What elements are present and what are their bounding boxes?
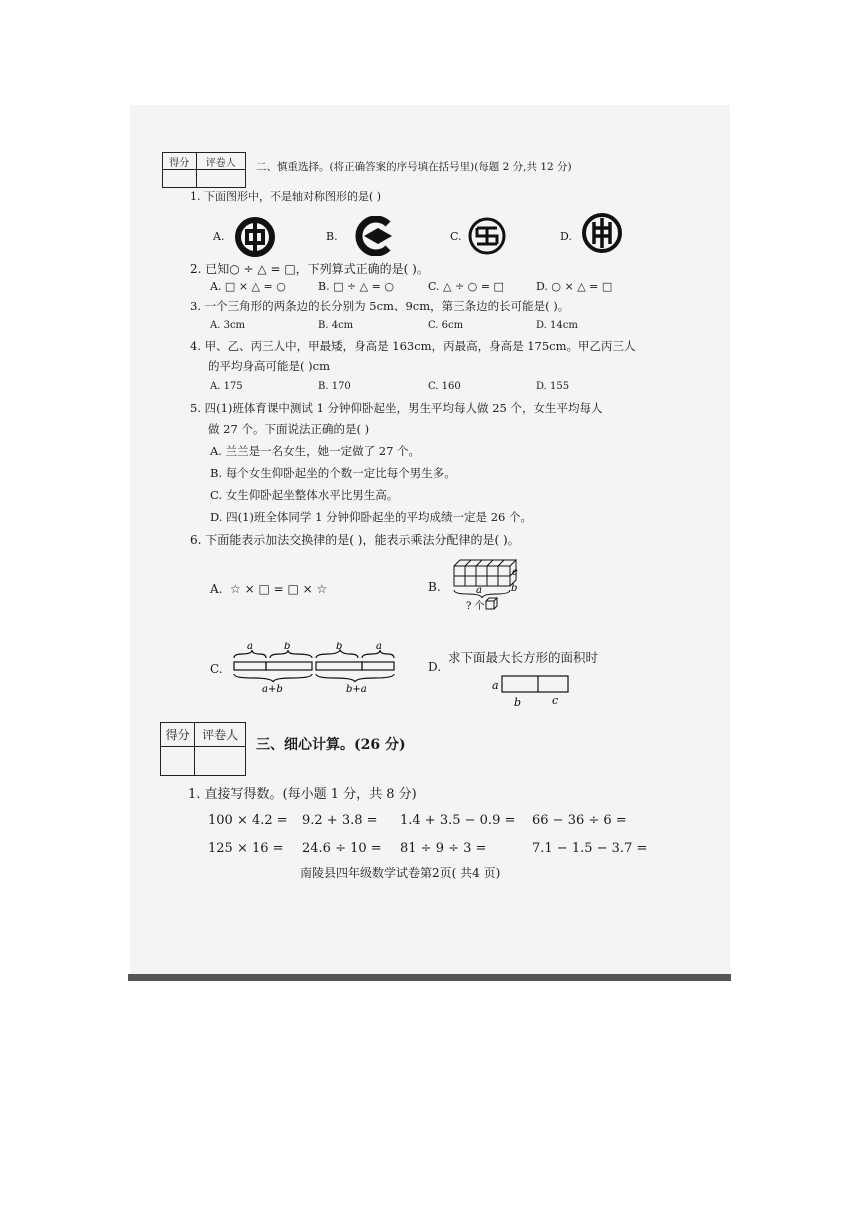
calc-item: 66 − 36 ÷ 6 = xyxy=(532,813,627,828)
q5-option-a: A. 兰兰是一名女生，她一定做了 27 个。 xyxy=(210,444,421,458)
q2-option-b: B. □ ÷ △ = ○ xyxy=(318,280,394,293)
q5-option-d: D. 四(1)班全体同学 1 分钟仰卧起坐的平均成绩一定是 26 个。 xyxy=(210,510,532,524)
rectangle-area-figure xyxy=(490,672,574,712)
q2-option-d: D. ○ × △ = □ xyxy=(536,280,613,293)
score-cell[interactable] xyxy=(161,747,195,776)
q5-option-c: C. 女生仰卧起坐整体水平比男生高。 xyxy=(210,488,399,502)
q2-option-a: A. □ × △ = ○ xyxy=(210,280,286,293)
q6-option-a-label: A. xyxy=(210,582,223,596)
q4-option-a: A. 175 xyxy=(210,381,243,392)
calc-item: 9.2 + 3.8 = xyxy=(302,813,378,828)
calc-item: 81 ÷ 9 ÷ 3 = xyxy=(400,841,487,856)
question-2: 2. 已知○ ÷ △ = □，下列算式正确的是( )。 xyxy=(190,262,429,276)
option-b: B. xyxy=(326,230,338,243)
page-divider xyxy=(128,974,731,981)
q3-option-c: C. 6cm xyxy=(428,320,464,331)
q4-option-c: C. 160 xyxy=(428,381,461,392)
q6-option-d-text: 求下面最大长方形的面积时 xyxy=(448,650,599,665)
agricultural-bank-logo-icon xyxy=(580,212,624,254)
var-b: b xyxy=(514,696,522,709)
score-cell[interactable] xyxy=(163,170,197,188)
var-b: b xyxy=(284,642,291,652)
sum-b-plus-a: b+a xyxy=(346,684,367,695)
cube-array-figure xyxy=(448,556,528,616)
question-4-line1: 4. 甲、乙、丙三人中，甲最矮，身高是 163cm，丙最高，身高是 175cm。甲乙丙三人 xyxy=(190,339,636,353)
question-6: 6. 下面能表示加法交换律的是( )，能表示乘法分配律的是( )。 xyxy=(190,533,520,547)
q5-option-b: B. 每个女生仰卧起坐的个数一定比每个男生多。 xyxy=(210,466,456,480)
segment-sum-figure xyxy=(230,642,400,696)
calc-item: 100 × 4.2 = xyxy=(208,813,288,828)
q3-option-d: D. 14cm xyxy=(536,320,578,331)
bank-of-china-logo-icon xyxy=(234,216,276,258)
q6-option-d-label: D. xyxy=(428,660,442,674)
score-header: 得分 xyxy=(163,153,197,170)
q3-option-b: B. 4cm xyxy=(318,320,354,331)
option-d: D. xyxy=(560,230,572,243)
sum-a-plus-b: a+b xyxy=(262,684,283,695)
question-3: 3. 一个三角形的两条边的长分别为 5cm、9cm，第三条边的长可能是( )。 xyxy=(190,299,570,313)
industrial-commercial-bank-logo-icon xyxy=(466,216,508,256)
calc-item: 24.6 ÷ 10 = xyxy=(302,841,382,856)
score-header: 得分 xyxy=(161,723,195,747)
question-5-line1: 5. 四(1)班体育课中测试 1 分钟仰卧起坐，男生平均每人做 25 个，女生平均每人 xyxy=(190,401,603,415)
grader-header: 评卷人 xyxy=(196,153,245,170)
var-c: c xyxy=(512,567,518,578)
q6-option-a-expression: ☆ × □ = □ × ☆ xyxy=(230,582,328,596)
calc-item: 7.1 − 1.5 − 3.7 = xyxy=(532,841,648,856)
grader-header: 评卷人 xyxy=(195,723,246,747)
q4-option-d: D. 155 xyxy=(536,381,570,392)
var-a: a xyxy=(376,642,382,652)
score-box xyxy=(162,152,246,188)
q3-option-a: A. 3cm xyxy=(210,320,246,331)
calc-item: 125 × 16 = xyxy=(208,841,284,856)
option-a: A. xyxy=(213,230,225,243)
grader-cell[interactable] xyxy=(196,170,245,188)
cube-count-label: ? 个 xyxy=(466,601,485,612)
q4-option-b: B. 170 xyxy=(318,381,351,392)
page-footer: 南陵县四年级数学试卷第2页( 共4 页) xyxy=(300,866,501,880)
var-a: a xyxy=(476,585,482,596)
section-title: 三、细心计算。(26 分) xyxy=(256,737,406,753)
var-b: b xyxy=(511,583,518,594)
question-5-line2: 做 27 个。下面说法正确的是( ) xyxy=(208,422,370,436)
var-a: a xyxy=(492,679,499,692)
var-a: a xyxy=(247,642,253,652)
var-c: c xyxy=(552,694,559,707)
calc-item: 1.4 + 3.5 − 0.9 = xyxy=(400,813,516,828)
score-box xyxy=(160,722,246,776)
question-1: 1. 下面图形中，不是轴对称图形的是( ) xyxy=(190,190,382,203)
option-c: C. xyxy=(450,230,462,243)
section-title: 二、慎重选择。(将正确答案的序号填在括号里)(每题 2 分,共 12 分) xyxy=(256,161,572,173)
var-b: b xyxy=(336,642,343,652)
construction-bank-logo-icon xyxy=(354,216,396,256)
q2-option-c: C. △ ÷ ○ = □ xyxy=(428,280,504,293)
question-4-line2: 的平均身高可能是( )cm xyxy=(208,359,330,373)
subquestion-1: 1. 直接写得数。(每小题 1 分，共 8 分) xyxy=(188,787,417,802)
q6-option-b-label: B. xyxy=(428,580,441,594)
grader-cell[interactable] xyxy=(195,747,246,776)
q6-option-c-label: C. xyxy=(210,662,223,676)
